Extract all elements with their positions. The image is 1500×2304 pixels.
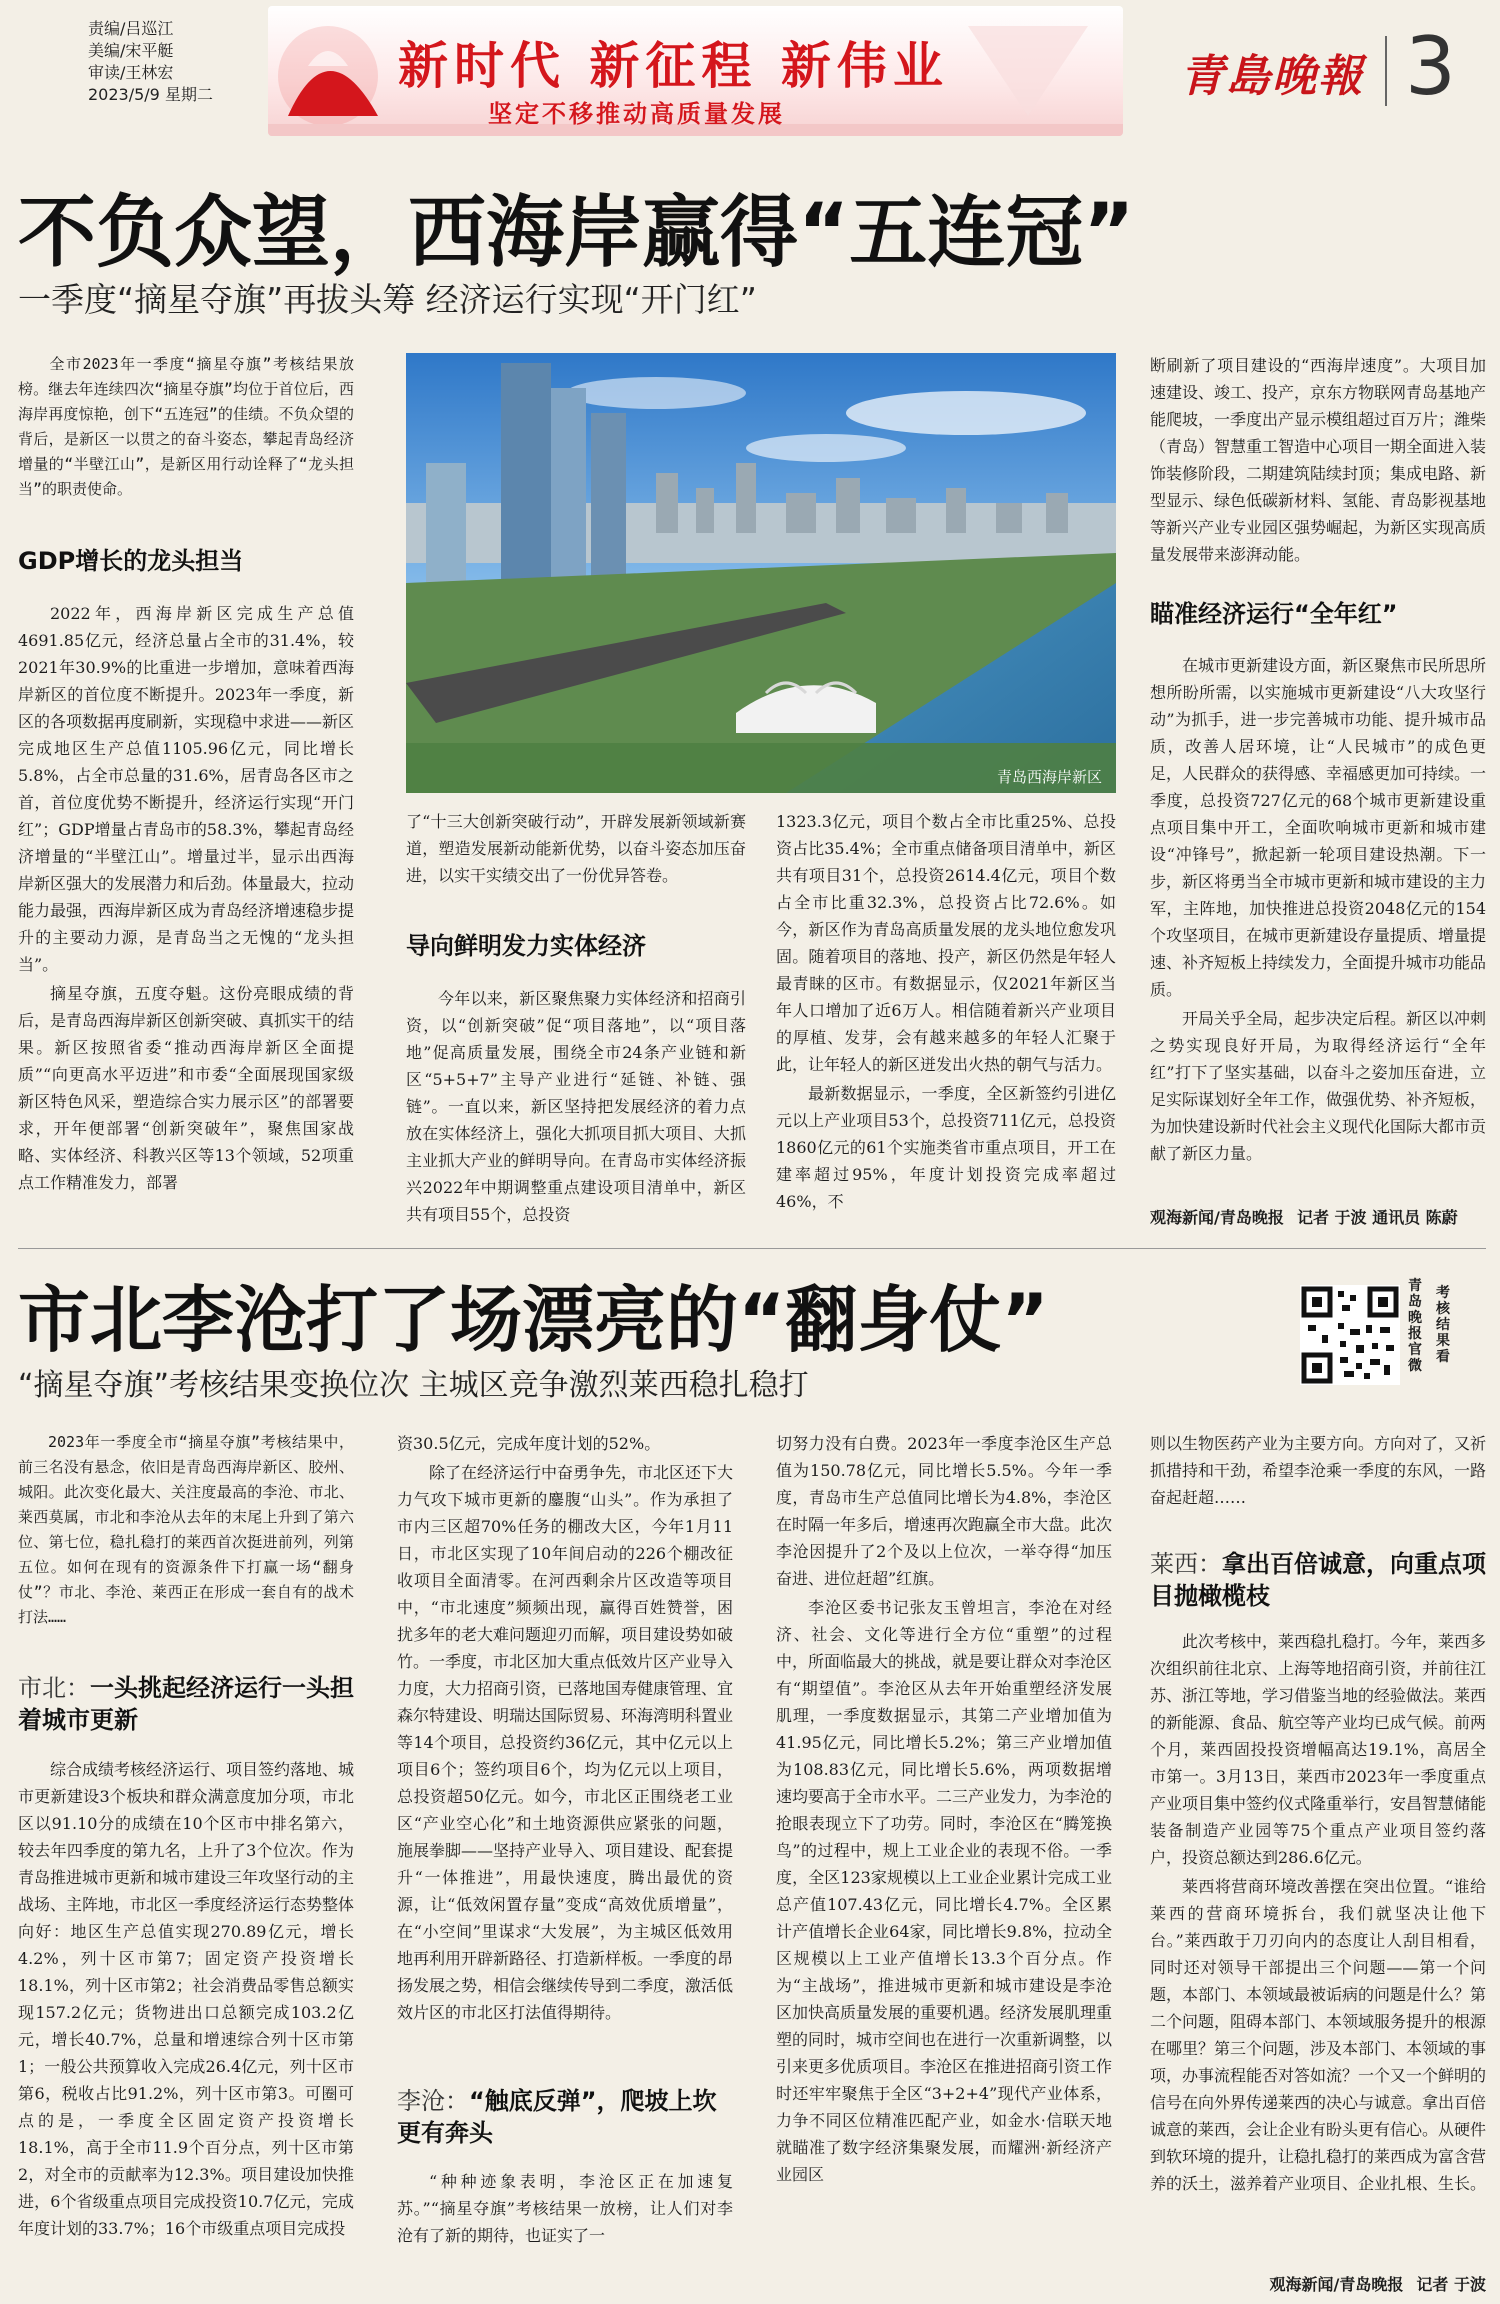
article2-paragraph: 此次考核中，莱西稳扎稳打。今年，莱西多次组织前往北京、上海等地招商引资，并前往江苏、浙江等地，学习借鉴当地的经验做法。莱西的新能源、食品、航空等产业均已成气候。前两个月，莱西固投投资增幅高达19.1%，高居全市第一。3月13日，莱西市2023年一季度重点产业项目集中签约仪式隆重举行，安昌智慧储能装备制造产业园等75个重点产业项目签约落户，投资总额达到286.6亿元。 [1150,1632,1486,1867]
article2-paragraph: 资30.5亿元，完成年度计划的52%。 [397,1434,661,1453]
article2-section-licang [397,2085,733,2149]
article1-col1 [18,600,354,1240]
theme-banner [268,6,1123,136]
qr-code[interactable] [1300,1285,1400,1385]
article2-section-laixi [1150,1548,1486,1612]
article1-col4-top [1150,352,1486,582]
newspaper-masthead: 青島晚報 [1180,51,1364,102]
section-prefix: 市北： [18,1674,90,1702]
byline-reporters: 记者 于波 [1416,2275,1486,2294]
article2-paragraph: 综合成绩考核经济运行、项目签约落地、城市更新建设3个板块和群众满意度加分项，市北区以91.10分的成绩在10个区市中排名第六，较去年四季度的第九名，上升了3个位次。作为青岛推进城市更新和城市建设三年攻坚行动的主战场、主阵地，市北区一季度经济运行态势整体向好：地区生产总值实现270.89亿元，增长4.2%，列十区市第7；固定资产投资增长18.1%，列十区市第2；社会消费品零售总额实现157.2亿元；货物进出口总额完成103.2亿元，增长40.7%，总量和增速综合列十区市第1；一般公共预算收入完成26.4亿元，列十区市第6，税收占比91.2%，列十区市第3。可圈可点的是，一季度全区固定资产投资增长18.1%，高于全市11.9个百分点，列十区市第2，对全市的贡献率为12.3%。项目建设加快推进，6个省级重点项目完成投资10.7亿元，完成年度计划的33.7%；16个市级重点项目完成投 [18,1760,354,2238]
issue-date: 2023/5/9 星期二 [88,85,213,104]
article2-col2-bottom [397,2168,733,2300]
article2-paragraph: 莱西将营商环境改善摆在突出位置。“谁给莱西的营商环境拆台，我们就坚决让他下台。”莱西敢于刀刃向内的态度让人刮目相看，同时还对领导干部提出三个问题——第一个问题，本部门、本领域最被诟病的问题是什么？第二个问题，阻碍本部门、本领域服务提升的根源在哪里？第三个问题，涉及本部门、本领域的事项，办事流程能否对答如流？一个又一个鲜明的信号在向外界传递莱西的决心与诚意。拿出百倍诚意的莱西，会让企业有盼头更有信心。从硬件到软环境的提升，让稳扎稳打的莱西成为富含营养的沃土，滋养着产业项目、企业扎根、生长。 [1150,1877,1486,2193]
page-number: 3 [1405,20,1456,113]
article1-paragraph: 断刷新了项目建设的“西海岸速度”。大项目加速建设、竣工、投产，京东方物联网青岛基地产能爬坡，一季度出产显示模组超过百万片；潍柴（青岛）智慧重工智造中心项目一期全面进入装饰装修阶段，二期建筑陆续封顶；集成电路、新型显示、绿色低碳新材料、氢能、青岛影视基地等新兴产业专业园区强势崛起，为新区实现高质量发展带来澎湃动能。 [1150,356,1486,564]
banner-slogan: 新时代 新征程 新伟业 [398,37,949,95]
article2-lead [18,1430,354,1658]
byline-source: 观海新闻/青岛晚报 [1269,2275,1404,2294]
qr-label-results: 考核结果看 [1436,1285,1450,1365]
qr-code-icon [1300,1285,1400,1385]
article1-col2-top [406,808,746,908]
article1-paragraph: 在城市更新建设方面，新区聚焦市民所思所想所盼所需，以实施城市更新建设“八大攻坚行动”为抓手，进一步完善城市功能、提升城市品质，改善人居环境，让“人民城市”的成色更足，人民群众的获得感、幸福感更加可持续。一季度，总投资727亿元的68个城市更新建设重点项目集中开工，全面吹响城市更新和城市建设“冲锋号”，掀起新一轮项目建设热潮。下一步，新区将勇当全市城市更新和城市建设的主力军，主阵地，加快推进总投资2048亿元的154个攻坚项目，在城市更新建设存量提质、增量提速、补齐短板上持续发力，全面提升城市功能品质。 [1150,656,1486,999]
article2-section-shibei [18,1672,354,1736]
article2-subhead: “摘星夺旗”考核结果变换位次 主城区竞争激烈莱西稳扎稳打 [18,1368,809,1403]
article2-lead-text: 2023年一季度全市“摘星夺旗”考核结果中，前三名没有悬念，依旧是青岛西海岸新区、胶州、城阳。此次变化最大、关注度最高的李沧、市北、莱西莫属，市北和李沧从去年的末尾上升到了第六位、第七位，稳扎稳打的莱西首次挺进前列，列第五位。如何在现有的资源条件下打赢一场“翻身仗”？市北、李沧、莱西正在形成一套自有的战术打法…… [18,1433,354,1626]
article1-headline: 不负众望，西海岸赢得“五连冠” [18,188,1135,278]
article1-lead-text: 全市2023年一季度“摘星夺旗”考核结果放榜。继去年连续四次“摘星夺旗”均位于首位后，西海岸再度惊艳，创下“五连冠”的佳绩。不负众望的背后，是新区一以贯之的奋斗姿态，攀起青岛经济增量的“半壁江山”，是新区用行动诠释了“龙头担当”的职责使命。 [18,355,354,498]
article1-paragraph: 开局关乎全局，起步决定后程。新区以冲刺之势实现良好开局，为取得经济运行“全年红”打下了坚实基础，以奋斗之姿加压奋进，立足实际谋划好全年工作，做强优势、补齐短板，为加快建设新时代社会主义现代化国际大都市贡献了新区力量。 [1150,1009,1486,1163]
article2-headline: 市北李沧打了场漂亮的“翻身仗” [18,1278,1049,1362]
article1-paragraph: 2022年，西海岸新区完成生产总值4691.85亿元，经济总量占全市的31.4%，较2021年30.9%的比重进一步增加，意味着西海岸新区的首位度不断提升。2023年一季度，新区的各项数据再度刷新，实现稳中求进——新区完成地区生产总值1105.96亿元，同比增长5.8%，占全市总量的31.6%，居青岛各区市之首，首位度优势不断提升，经济运行实现“开门红”；GDP增量占青岛市的58.3%，攀起青岛经济增量的“半壁江山”。增量过半，显示出西海岸新区强大的发展潜力和后劲。体量最大，拉动能力最强，西海岸新区成为青岛经济增速稳步提升的主要动力源，是青岛当之无愧的“龙头担当”。 [18,604,354,974]
credit-editor: 责编/吕巡江 [88,19,174,38]
article1-byline [1150,1205,1486,1231]
article1-section-fullyear: 瞄准经济运行“全年红” [1150,600,1398,628]
article1-lead [18,352,354,530]
article2-paragraph: 切努力没有白费。2023年一季度李沧区生产总值为150.78亿元，同比增长5.5%。今年一季度，青岛市生产总值同比增长为4.8%，李沧区在时隔一年多后，增速再次跑赢全市大盘。此次李沧因提升了2个及以上位次，一举夺得“加压奋进、进位赶超”红旗。 [776,1434,1112,1588]
photo-caption: 青岛西海岸新区 [996,768,1102,786]
article2-col1 [18,1756,354,2300]
article2-col2 [397,1430,733,2075]
article1-photo [406,353,1116,793]
article1-col3 [776,808,1116,1240]
article1-paragraph: 了“十三大创新突破行动”，开辟发展新领域新赛道，塑造发展新动能新优势，以奋斗姿态加压奋进，以实干实绩交出了一份优异答卷。 [406,812,746,885]
article1-subhead: 一季度“摘星夺旗”再拔头筹 经济运行实现“开门红” [18,280,757,319]
section-prefix: 莱西： [1150,1550,1222,1578]
article2-col4-top [1150,1430,1486,1540]
byline-source: 观海新闻/青岛晚报 [1150,1208,1284,1227]
section-title: 一头挑起经济运行一头担着城市更新 [18,1674,354,1734]
article1-col2 [406,985,746,1240]
article2-col3 [776,1430,1112,2300]
article1-section-gdp: GDP增长的龙头担当 [18,547,244,575]
section-prefix: 李沧： [397,2087,469,2115]
article2-paragraph: 除了在经济运行中奋勇争先，市北区还下大力气攻下城市更新的鏖腹“山头”。作为承担了市内三区超70%任务的棚改大区，今年1月11日，市北区实现了10年间启动的226个棚改征收项目全面清零。在河西剩余片区改造等项目中，“市北速度”频频出现，赢得百姓赞誉，困扰多年的老大难问题迎刃而解，项目建设势如破竹。一季度，市北区加大重点低效片区产业导入力度，大力招商引资，已落地国寿健康管理、宜森尔特建设、明瑞达国际贸易、环海湾明科置业等14个项目，总投资约36亿元，其中亿元以上项目6个；签约项目6个，均为亿元以上项目，总投资超50亿元。如今，市北区正围绕老工业区“产业空心化”和土地资源供应紧张的问题，施展拳脚——坚持产业导入、项目建设、配套提升“一体推进”，用最快速度，腾出最优的资源，让“低效闲置存量”变成“高效优质增量”，在“小空间”里谋求“大发展”，为主城区低效用地再利用开辟新路径、打造新样板。一季度的昂扬发展之势，相信会继续传导到二季度，激活低效片区的市北区打法值得期待。 [397,1463,733,2022]
article1-paragraph: 摘星夺旗，五度夺魁。这份亮眼成绩的背后，是青岛西海岸新区创新突破、真抓实干的结果。新区按照省委“推动西海岸新区全面提质”“向更高水平迈进”和市委“全面展现国家级新区特色风采，塑造综合实力展示区”的部署要求，开年便部署“创新突破年”，聚焦国家战略、实体经济、科教兴区等13个领域，52项重点工作精准发力，部署 [18,984,354,1192]
city-skyline-photo [406,353,1116,793]
banner-subtitle: 坚定不移推动高质量发展 [488,100,785,128]
article1-paragraph: 最新数据显示，一季度，全区新签约引进亿元以上产业项目53个，总投资711亿元，总投资1860亿元的61个实施类省市重点项目，开工在建率超过95%，年度计划投资完成率超过46%，不 [776,1084,1116,1211]
article1-section-entity: 导向鲜明发力实体经济 [406,932,646,960]
article-divider [18,1248,1486,1249]
byline-reporters: 记者 于波 通讯员 陈蔚 [1296,1208,1458,1227]
article2-paragraph: 则以生物医药产业为主要方向。方向对了，又祈抓措持和干劲，希望李沧乘一季度的东风，一路奋起赶超…… [1150,1434,1486,1507]
credit-proof: 审读/王林宏 [88,63,174,82]
article2-byline [1150,2272,1486,2298]
section-title: “触底反弹”，爬坡上坎更有奔头 [397,2087,717,2147]
article1-col4 [1150,652,1486,1202]
section-title: 拿出百倍诚意，向重点项目抛橄榄枝 [1150,1550,1486,1610]
article2-paragraph: 李沧区委书记张友玉曾坦言，李沧在对经济、社会、文化等进行全方位“重塑”的过程中，所面临最大的挑战，就是要让群众对李沧区有“期望值”。李沧区从去年开始重塑经济发展肌理，一季度数据显示，其第二产业增加值为41.95亿元，同比增长5.2%；第三产业增加值为108.83亿元，同比增长5.6%，两项数据增速均要高于全市水平。二三产业发力，为李沧的抢眼表现立下了功劳。同时，李沧区在“腾笼换鸟”的过程中，规上工业企业的表现不俗。一季度，全区123家规模以上工业企业累计完成工业总产值107.43亿元，同比增长4.7%。全区累计产值增长企业64家，同比增长9.8%，拉动全区规模以上工业产值增长13.3个百分点。作为“主战场”，推进城市更新和城市建设是李沧区加快高质量发展的重要机遇。经济发展肌理重塑的同时，城市空间也在进行一次重新调整，以引来更多优质项目。李沧区在推进招商引资工作时还牢牢聚焦于全区“3+2+4”现代产业体系，力争不同区位精准匹配产业，如金水·信联天地就瞄准了数字经济集聚发展，而耀洲·新经济产业园区 [776,1598,1112,2184]
article1-paragraph: 1323.3亿元，项目个数占全市比重25%、总投资占比35.4%；全市重点储备项目清单中，新区共有项目31个，总投资2614.4亿元，项目个数占全市比重32.3%，总投资占比72.6%。如今，新区作为青岛高质量发展的龙头地位愈发巩固。随着项目的落地、投产，新区仍然是年轻人最青睐的区市。有数据显示，仅2021年新区当年人口增加了近6万人。相信随着新兴产业项目的厚植、发芽，会有越来越多的年轻人汇聚于此，让年轻人的新区迸发出火热的朝气与活力。 [776,812,1116,1074]
page-credits [88,18,213,106]
article2-paragraph: “种种迹象表明，李沧区正在加速复苏。”“摘星夺旗”考核结果一放榜，让人们对李沧有了新的期待，也证实了一 [397,2172,733,2245]
masthead-divider [1385,36,1387,106]
article2-col4 [1150,1628,1486,2268]
qr-label-account: 青岛晚报官微 [1408,1278,1422,1374]
article1-paragraph: 今年以来，新区聚焦聚力实体经济和招商引资，以“创新突破”促“项目落地”，以“项目落地”促高质量发展，围绕全市24条产业链和新区“5+5+7”主导产业进行“延链、补链、强链”。一直以来，新区坚持把发展经济的着力点放在实体经济上，强化大抓项目抓大项目、大抓主业抓大产业的鲜明导向。在青岛市实体经济振兴2022年中期调整重点建设项目清单中，新区共有项目55个，总投资 [406,989,746,1224]
credit-design: 美编/宋平艇 [88,41,174,60]
